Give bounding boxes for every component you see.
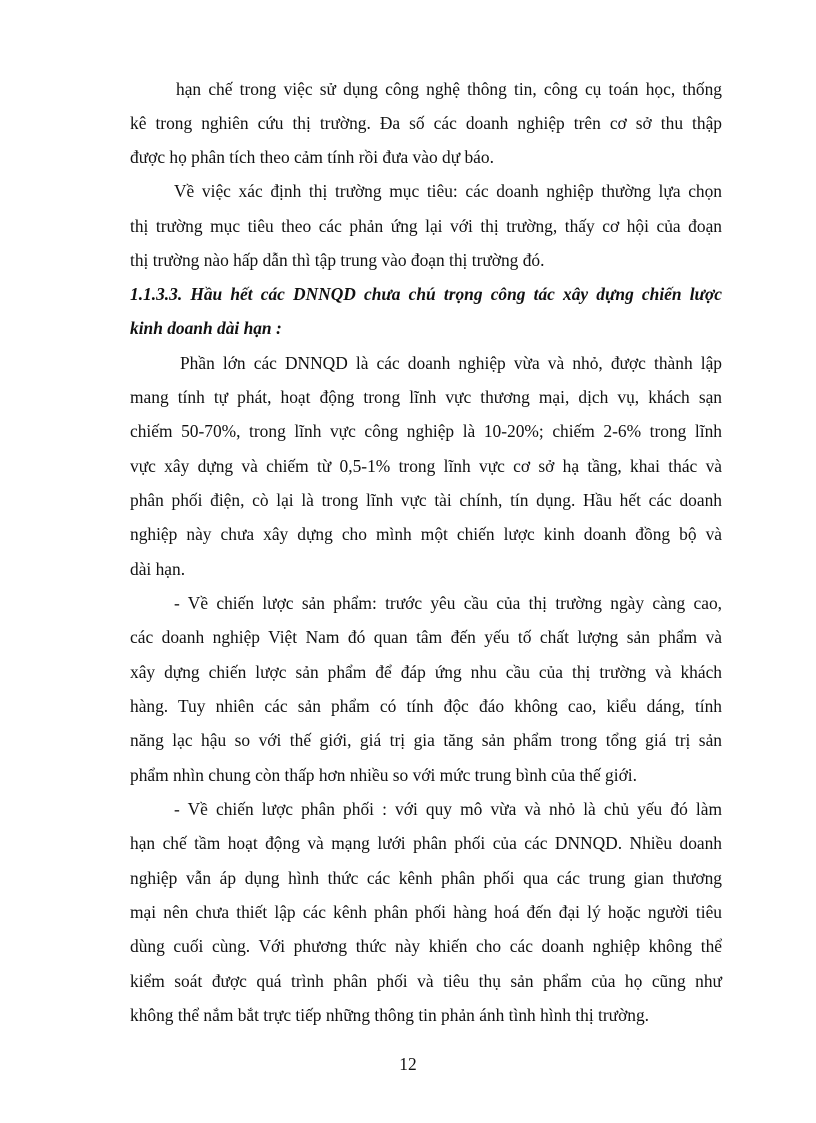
text-line-9: Phần lớn các DNNQD là các doanh nghiệp vừa và nhỏ, được thành lập — [180, 353, 722, 373]
text-line-23: hạn chế tầm hoạt động và mạng lưới phân phối của các DNNQD. Nhiều doanh — [130, 833, 722, 853]
text-line-13: phân phối điện, cò lại là trong lĩnh vực tài chính, tín dụng. Hầu hết các doanh — [130, 490, 722, 510]
text-line-26: dùng cuối cùng. Với phương thức này khiến cho các doanh nghiệp không thể — [130, 936, 722, 956]
page-number: 12 — [399, 1054, 417, 1074]
text-line-25: mại nên chưa thiết lập các kênh phân phối hàng hoá đến đại lý hoặc người tiêu — [130, 902, 722, 922]
text-line-12: vực xây dựng và chiếm từ 0,5-1% trong lĩnh vực cơ sở hạ tầng, khai thác và — [130, 456, 722, 476]
text-line-6: thị trường nào hấp dẫn thì tập trung vào đoạn thị trường đó. — [130, 250, 545, 270]
section-heading-line-1: 1.1.3.3. Hầu hết các DNNQD chưa chú trọng công tác xây dựng chiến lược — [130, 284, 722, 304]
text-line-14: nghiệp này chưa xây dựng cho mình một chiến lược kinh doanh đồng bộ và — [130, 524, 722, 544]
text-line-11: chiếm 50-70%, trong lĩnh vực công nghiệp là 10-20%; chiếm 2-6% trong lĩnh — [130, 421, 722, 441]
text-line-10: mang tính tự phát, hoạt động trong lĩnh vực thương mại, dịch vụ, khách sạn — [130, 387, 722, 407]
text-line-22: - Về chiến lược phân phối : với quy mô vừa và nhỏ là chủ yếu đó làm — [174, 799, 722, 819]
section-heading-line-2: kinh doanh dài hạn : — [130, 318, 282, 338]
text-line-17: các doanh nghiệp Việt Nam đó quan tâm đến yếu tố chất lượng sản phẩm và — [130, 627, 722, 647]
text-line-18: xây dựng chiến lược sản phẩm để đáp ứng nhu cầu của thị trường và khách — [130, 662, 722, 682]
text-line-5: thị trường mục tiêu theo các phản ứng lại với thị trường, thấy cơ hội của đoạn — [130, 216, 722, 236]
text-line-2: kê trong nghiên cứu thị trường. Đa số các doanh nghiệp trên cơ sở thu thập — [130, 113, 722, 133]
text-line-15: dài hạn. — [130, 559, 186, 579]
text-line-19: hàng. Tuy nhiên các sản phẩm có tính độc đáo không cao, kiểu dáng, tính — [130, 696, 722, 716]
text-line-28: không thể nắm bắt trực tiếp những thông tin phản ánh tình hình thị trường. — [130, 1005, 650, 1025]
text-line-24: nghiệp vẫn áp dụng hình thức các kênh phân phối qua các trung gian thương — [130, 868, 722, 888]
text-line-16: - Về chiến lược sản phẩm: trước yêu cầu của thị trường ngày càng cao, — [174, 593, 722, 613]
text-line-20: năng lạc hậu so với thế giới, giá trị gia tăng sản phẩm trong tổng giá trị sản — [130, 730, 722, 750]
text-line-27: kiểm soát được quá trình phân phối và tiêu thụ sản phẩm của họ cũng như — [130, 971, 722, 991]
text-line-21: phẩm nhìn chung còn thấp hơn nhiều so với mức trung bình của thế giới. — [130, 765, 637, 785]
text-line-3: được họ phân tích theo cảm tính rồi đưa vào dự báo. — [130, 147, 494, 167]
text-line-1: hạn chế trong việc sử dụng công nghệ thông tin, công cụ toán học, thống — [176, 79, 722, 99]
text-line-4: Về việc xác định thị trường mục tiêu: các doanh nghiệp thường lựa chọn — [174, 181, 722, 201]
